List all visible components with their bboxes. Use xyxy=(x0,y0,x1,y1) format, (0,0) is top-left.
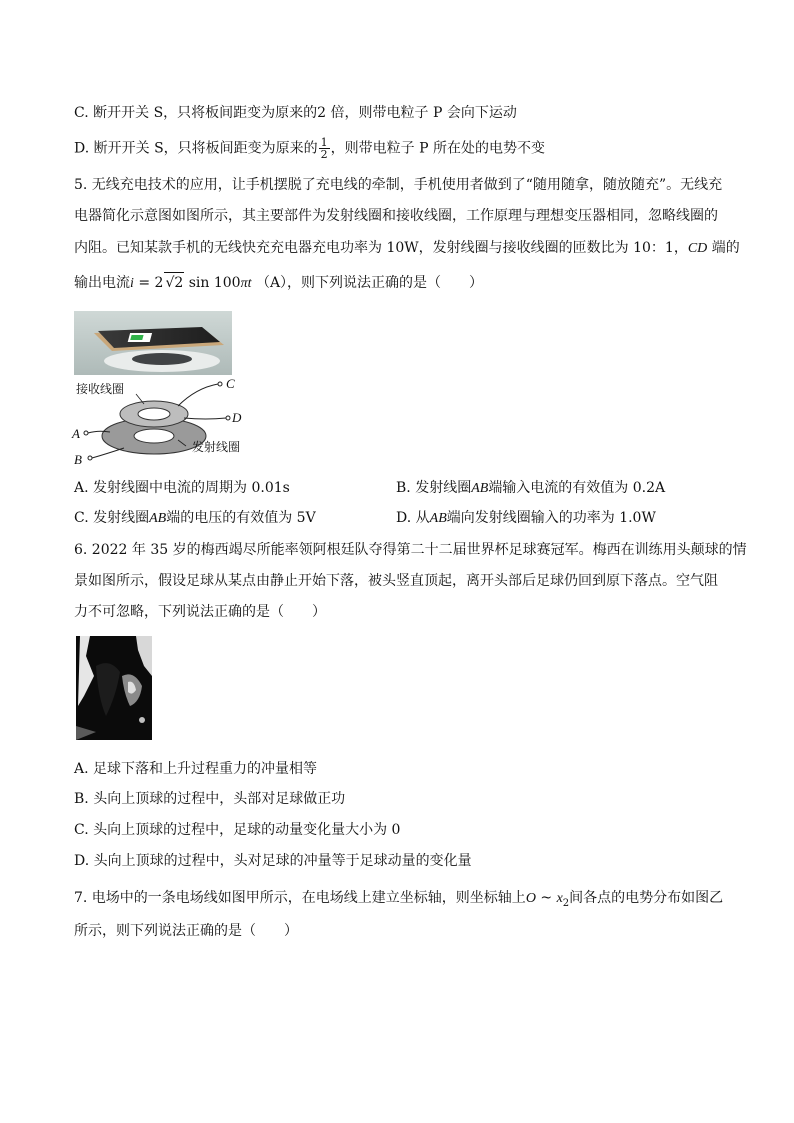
q6-stem-line2: 景如图所示，假设足球从某点由静止开始下落，被头竖直顶起，离开头部后足球仍回到原下落点。空气阻 xyxy=(74,573,718,589)
q5-option-b: B. 发射线圈AB端输入电流的有效值为 0.2A xyxy=(396,480,666,496)
q6-stem-line1: 6. 2022 年 35 岁的梅西竭尽所能率领阿根廷队夺得第二十二届世界杯足球赛冠军。梅西在训练用头颠球的情 xyxy=(74,542,747,558)
q4-option-c: C. 断开开关 S，只将板间距变为原来的2 倍，则带电粒子 P 会向下运动 xyxy=(74,105,517,121)
q7-stem-line2: 所示，则下列说法正确的是（ ） xyxy=(74,923,298,939)
q6-option-d: D. 头向上顶球的过程中，头对足球的冲量等于足球动量的变化量 xyxy=(74,853,472,869)
q6-stem-line3: 力不可忽略，下列说法正确的是（ ） xyxy=(74,604,326,620)
q5-stem-line4: 输出电流i = 2 √2 sin 100πt （A），则下列说法正确的是（ ） xyxy=(74,272,483,294)
q5-stem-line1: 5. 无线充电技术的应用，让手机摆脱了充电线的牵制，手机使用者做到了“随用随拿，随放随充”。无线充 xyxy=(74,177,723,193)
label-d: D xyxy=(232,410,242,425)
q5-option-c: C. 发射线圈AB端的电压的有效值为 5V xyxy=(74,510,316,526)
q4-option-d-text-end: ，则带电粒子 P 所在处的电势不变 xyxy=(330,140,545,157)
label-c: C xyxy=(226,376,235,391)
q4-option-d-text: D. 断开开关 S，只将板间距变为原来的 xyxy=(74,140,318,157)
label-transmit-coil: 发射线圈 xyxy=(192,440,241,454)
label-receive-coil: 接收线圈 xyxy=(76,382,125,396)
coil-diagram xyxy=(66,376,256,468)
label-a: A xyxy=(72,426,80,441)
q6-option-a: A. 足球下落和上升过程重力的冲量相等 xyxy=(74,761,318,777)
q5-option-d: D. 从AB端向发射线圈输入的功率为 1.0W xyxy=(396,510,656,526)
fraction-one-half: $\frac{1}{2}$ xyxy=(320,136,328,161)
q5-stem-line3: 内阻。已知某款手机的无线快充充电器充电功率为 10W，发射线圈与接收线圈的匝数比为 10：1，CD 端的 xyxy=(74,240,740,256)
phone-charger-photo xyxy=(74,311,232,375)
heading-ball-photo xyxy=(76,636,152,740)
q6-option-b: B. 头向上顶球的过程中，头部对足球做正功 xyxy=(74,791,346,807)
q5-option-a: A. 发射线圈中电流的周期为 0.01s xyxy=(74,480,290,496)
q6-option-c: C. 头向上顶球的过程中，足球的动量变化量大小为 0 xyxy=(74,822,401,838)
label-b: B xyxy=(74,452,82,467)
q4-option-d xyxy=(74,137,545,160)
q5-stem-line2: 电器简化示意图如图所示，其主要部件为发射线圈和接收线圈，工作原理与理想变压器相同，忽略线圈的 xyxy=(74,208,718,224)
q7-stem-line1: 7. 电场中的一条电场线如图甲所示，在电场线上建立坐标轴，则坐标轴上O ~ $x_2$间各点的电势分布如图乙 xyxy=(74,890,724,909)
